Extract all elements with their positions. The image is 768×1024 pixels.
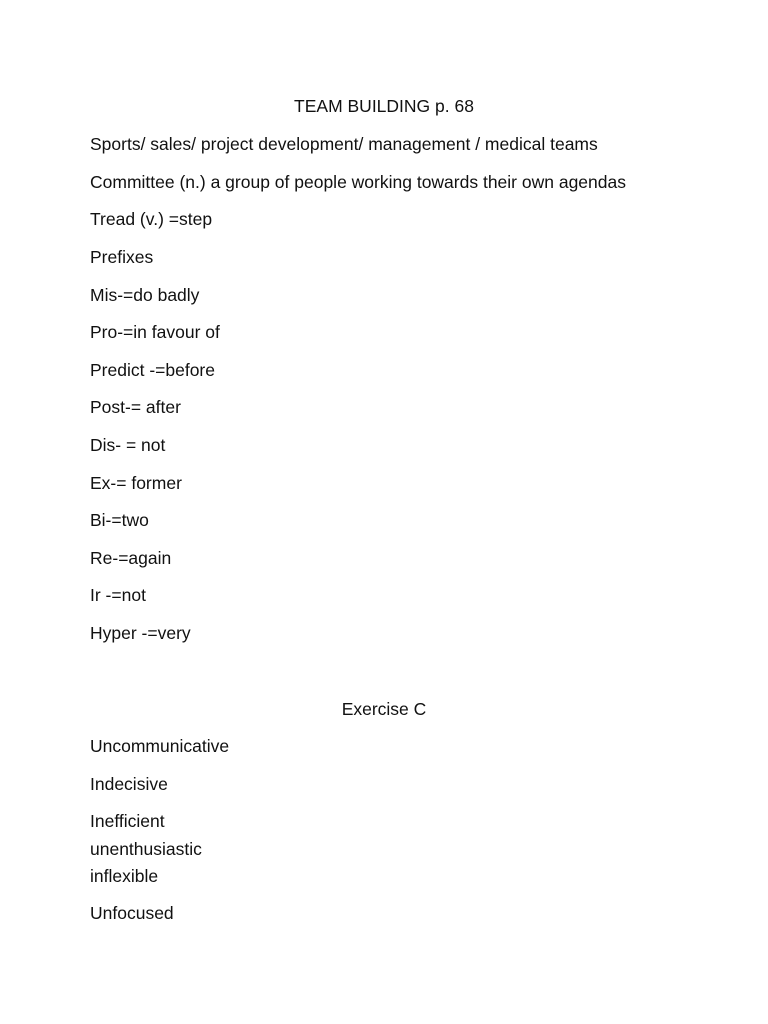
intro-line-committee: Committee (n.) a group of people working towards their own agendas	[90, 172, 626, 192]
intro-line-teams: Sports/ sales/ project development/ management / medical teams	[90, 134, 598, 154]
prefix-item: Pro-=in favour of	[90, 322, 220, 342]
prefix-item: Hyper -=very	[90, 623, 191, 643]
prefix-item: Ir -=not	[90, 585, 146, 605]
prefix-item: Ex-= former	[90, 473, 182, 493]
exercise-word: Inefficient	[90, 811, 165, 831]
prefix-item: Bi-=two	[90, 510, 149, 530]
prefix-item: Predict -=before	[90, 360, 215, 380]
exercise-word: Unfocused	[90, 903, 174, 923]
prefix-item: Post-= after	[90, 397, 181, 417]
exercise-heading: Exercise C	[341, 699, 427, 719]
page-title: TEAM BUILDING p. 68	[294, 96, 474, 116]
prefix-item: Mis-=do badly	[90, 285, 200, 305]
prefix-item: Re-=again	[90, 548, 172, 568]
exercise-word: unenthusiastic	[90, 839, 202, 859]
intro-line-tread: Tread (v.) =step	[90, 209, 213, 229]
exercise-word: Uncommunicative	[90, 736, 230, 756]
prefix-item: Dis- = not	[90, 435, 166, 455]
exercise-word: Indecisive	[90, 774, 168, 794]
prefixes-heading: Prefixes	[90, 247, 154, 267]
exercise-word: inflexible	[90, 866, 159, 886]
